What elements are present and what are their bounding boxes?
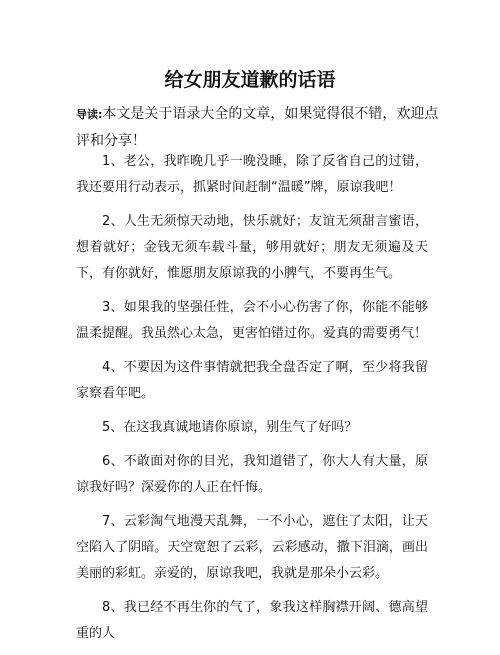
paragraph-5: 5、在这我真诚地请你原谅，别生气了好吗？ xyxy=(102,420,358,435)
paragraph-6: 6、不敢面对你的目光，我知道错了，你大人有大量，原谅我好吗？深爱你的人正在忏悔。 xyxy=(76,454,428,495)
document-title: 给女朋友道歉的话语 xyxy=(164,69,336,91)
article-body xyxy=(76,149,428,655)
paragraph-1: 1、老公，我昨晚几乎一晚没睡，除了反省自己的过错，我还要用行动表示，抓紧时间赶制“温暖”牌，原谅我吧！ xyxy=(76,154,428,195)
intro-text: 本文是关于语录大全的文章，如果觉得很不错，欢迎点评和分享！ xyxy=(76,106,439,149)
intro-label: 导读: xyxy=(76,108,103,121)
paragraph-2: 2、人生无须惊天动地，快乐就好；友谊无须甜言蜜语，想着就好；金钱无须车载斗量，够用就好；朋友无须遍及天下，有你就好，惟愿朋友原谅我的小脾气，不要再生气。 xyxy=(76,214,428,281)
paragraph-8: 8、我已经不再生你的气了，象我这样胸襟开阔、德高望重的人 xyxy=(76,600,428,641)
paragraph-3: 3、如果我的坚强任性，会不小心伤害了你，你能不能够温柔提醒。我虽然心太急，更害怕错过你。爱真的需要勇气！ xyxy=(76,300,428,341)
intro-section xyxy=(76,101,446,154)
paragraph-7: 7、云彩淘气地漫天乱舞，一不小心，遮住了太阳，让天空陷入了阴暗。天空宽恕了云彩，云彩感动，撒下泪滴，画出美丽的彩虹。亲爱的，原谅我吧，我就是那朵小云彩。 xyxy=(76,514,428,581)
paragraph-4: 4、不要因为这件事情就把我全盘否定了啊，至少将我留家察看年吧。 xyxy=(76,360,428,401)
